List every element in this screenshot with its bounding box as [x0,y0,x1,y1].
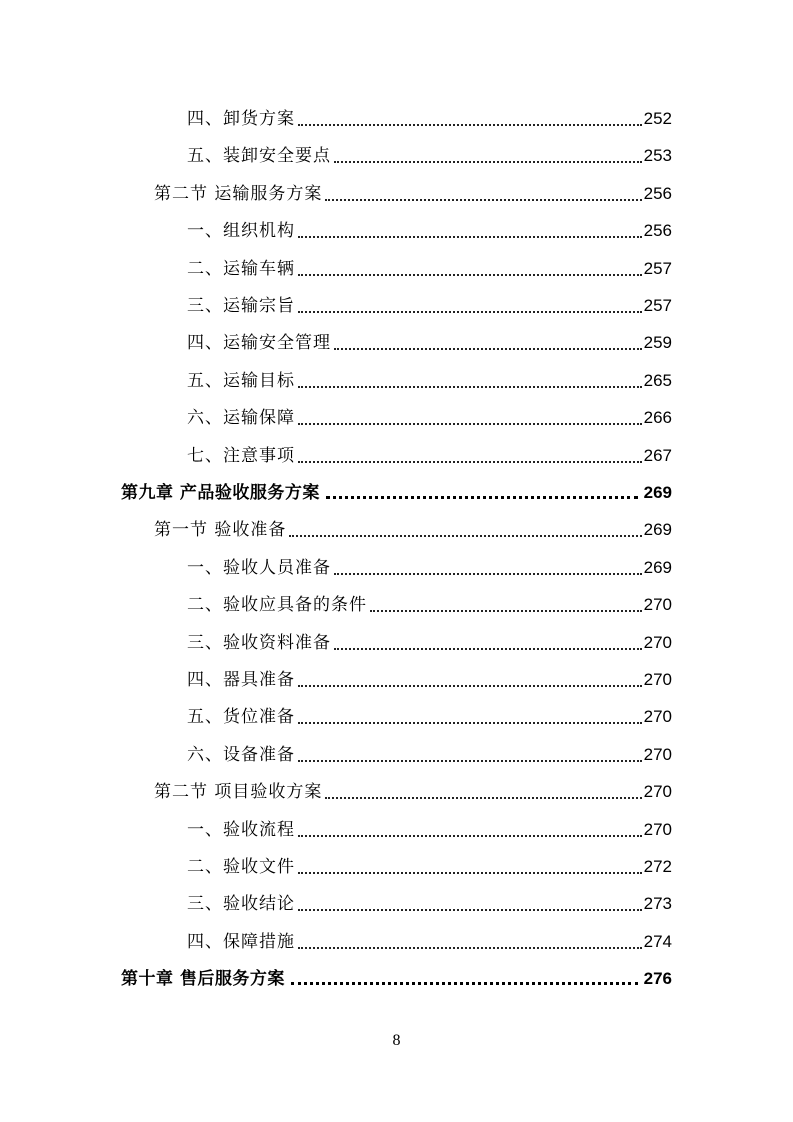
toc-entry[interactable] [154,175,672,205]
dot-leader [298,834,642,837]
toc-entry-page: 256 [643,183,672,203]
dot-leader [298,946,642,949]
toc-entry-page: 270 [643,744,672,764]
dot-leader [298,310,642,313]
toc-entry-page: 269 [643,483,672,502]
toc-entry-title: 四、保障措施 [187,931,295,952]
toc-entry[interactable] [121,474,672,504]
toc-entry-title: 五、货位准备 [187,707,295,728]
toc-entry-title: 第二节 项目验收方案 [154,782,323,803]
toc-entry-page: 257 [643,296,672,315]
toc-entry-page: 252 [643,109,672,128]
toc-entry[interactable] [187,885,672,915]
dot-leader [298,273,642,276]
toc-entry-page: 265 [643,370,672,390]
toc-entry[interactable] [187,586,672,616]
toc-entry-title: 四、卸货方案 [187,109,295,129]
toc-entry-page: 270 [643,707,672,727]
toc-entry[interactable] [187,661,672,691]
toc-entry[interactable] [187,624,672,654]
toc-entry[interactable] [187,811,672,841]
dot-leader [298,759,642,762]
toc-entry-title: 四、器具准备 [187,670,295,690]
toc-entry-title: 第一节 验收准备 [154,520,287,541]
toc-entry-page: 257 [643,258,672,278]
toc-entry[interactable] [187,923,672,953]
toc-entry-title: 三、验收结论 [187,894,295,915]
toc-entry-page: 266 [643,408,672,428]
toc-entry-title: 六、设备准备 [187,744,295,765]
toc-entry-title: 二、验收文件 [187,857,295,877]
toc-entry-title: 第九章 产品验收服务方案 [121,483,320,503]
toc-entry-page: 276 [643,969,672,989]
toc-entry-page: 270 [643,670,672,689]
dot-leader [326,495,638,499]
toc-entry[interactable] [187,324,672,354]
toc-entry[interactable] [187,848,672,878]
toc-entry-page: 267 [643,445,672,465]
toc-entry-page: 253 [643,146,672,166]
toc-entry-title: 一、验收流程 [187,819,295,840]
toc-entry-page: 259 [643,333,672,353]
toc-entry[interactable] [187,100,672,130]
toc-entry-title: 第二节 运输服务方案 [154,183,323,204]
toc-entry-title: 四、运输安全管理 [187,333,331,354]
dot-leader [298,684,642,687]
toc-entry-page: 270 [643,632,672,652]
toc-entry[interactable] [187,137,672,167]
toc-entry[interactable] [187,736,672,766]
toc-entry-page: 273 [643,894,672,914]
toc-entry[interactable] [187,698,672,728]
dot-leader [298,235,642,238]
dot-leader [289,534,641,537]
dot-leader [291,981,638,985]
dot-leader [334,572,642,575]
toc-entry-page: 269 [643,557,672,577]
dot-leader [334,647,642,650]
toc-entry[interactable] [187,549,672,579]
toc-entry-title: 五、运输目标 [187,370,295,391]
toc-entry-page: 256 [643,221,672,241]
dot-leader [325,796,641,799]
dot-leader [298,908,642,911]
toc-entry-page: 270 [643,819,672,839]
dot-leader [370,609,642,612]
toc-entry-title: 二、运输车辆 [187,258,295,279]
toc-entry-title: 一、组织机构 [187,221,295,242]
toc-entry-title: 五、装卸安全要点 [187,146,331,167]
toc-entry-title: 七、注意事项 [187,445,295,466]
toc-entry-page: 274 [643,931,672,951]
toc-entry-page: 272 [643,857,672,876]
toc-entry[interactable] [187,437,672,467]
dot-leader [334,160,642,163]
toc-entry[interactable] [187,212,672,242]
toc-entry-title: 六、运输保障 [187,408,295,429]
toc-entry-title: 第十章 售后服务方案 [121,969,285,990]
toc-entry-page: 269 [643,520,672,540]
toc-entry[interactable] [154,773,672,803]
toc-entry-title: 三、运输宗旨 [187,296,295,316]
dot-leader [298,871,642,874]
dot-leader [298,123,642,126]
toc-entry[interactable] [187,250,672,280]
dot-leader [298,385,642,388]
dot-leader [298,721,642,724]
toc-entry[interactable] [187,287,672,317]
dot-leader [325,198,641,201]
toc-entry[interactable] [187,362,672,392]
toc-entry-page: 270 [643,595,672,615]
toc-entry[interactable] [154,511,672,541]
toc-entry[interactable] [187,399,672,429]
toc-entry-title: 一、验收人员准备 [187,557,331,578]
dot-leader [298,460,642,463]
toc-entry[interactable] [121,960,672,990]
page-number: 8 [392,1032,401,1049]
dot-leader [298,422,642,425]
toc-entry-page: 270 [643,782,672,802]
toc-entry-title: 二、验收应具备的条件 [187,595,367,616]
toc-entry-title: 三、验收资料准备 [187,632,331,653]
dot-leader [334,347,642,350]
